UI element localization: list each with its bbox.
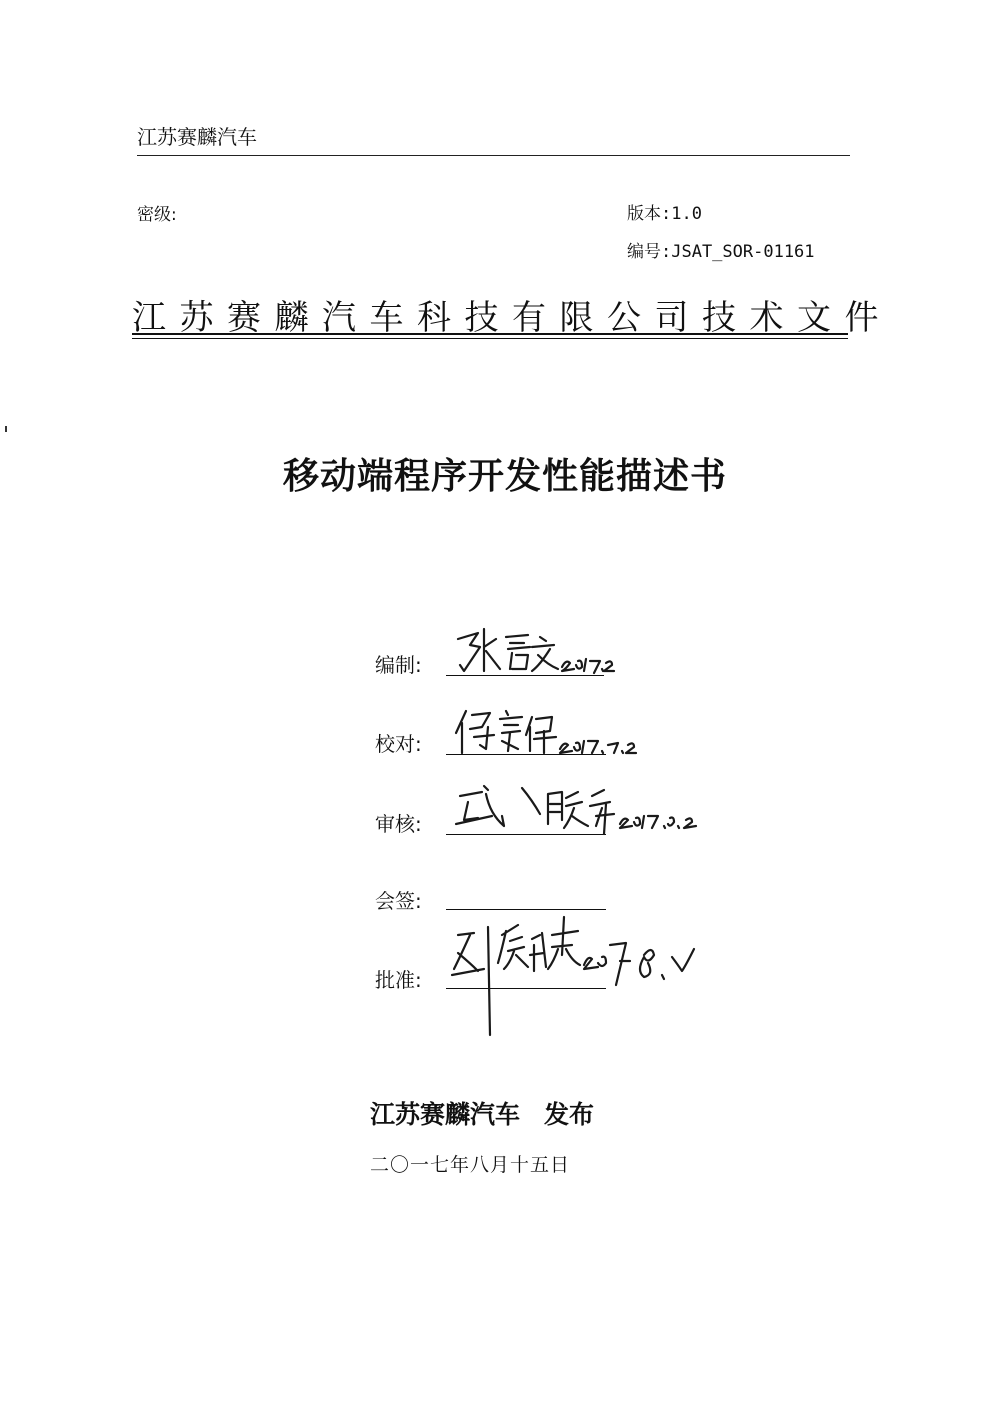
- company-doc-title: 江苏赛麟汽车科技有限公司技术文件: [132, 298, 892, 338]
- signoff-label-proofread: 校对:: [375, 732, 422, 756]
- signature-compiled: [450, 625, 630, 685]
- document-title: 移动端程序开发性能描述书: [282, 456, 727, 497]
- publisher: [370, 1095, 594, 1131]
- publish-date: 二〇一七年八月十五日: [370, 1154, 571, 1176]
- signoff-label-review: 审核:: [375, 812, 422, 836]
- version: 版本:1.0: [627, 204, 702, 224]
- document-number: 编号:JSAT_SOR-01161: [627, 242, 815, 262]
- title-rule-thin: [132, 338, 848, 339]
- signature-approval: [448, 905, 708, 1040]
- scan-speck: [5, 426, 7, 432]
- title-rule-thick: [132, 333, 848, 335]
- signoff-label-compiled: 编制:: [375, 653, 422, 677]
- signoff-label-approval: 批准:: [375, 968, 422, 992]
- secrecy-label: 密级:: [137, 205, 177, 225]
- signature-review: [452, 780, 722, 840]
- header-company: 江苏赛麟汽车: [137, 125, 257, 149]
- publisher-name: 江苏赛麟汽车: [370, 1100, 521, 1129]
- signoff-label-countersign: 会签:: [375, 889, 422, 913]
- header-rule: [137, 155, 850, 156]
- publisher-action: 发布: [544, 1100, 595, 1129]
- signature-proofread: [452, 705, 642, 760]
